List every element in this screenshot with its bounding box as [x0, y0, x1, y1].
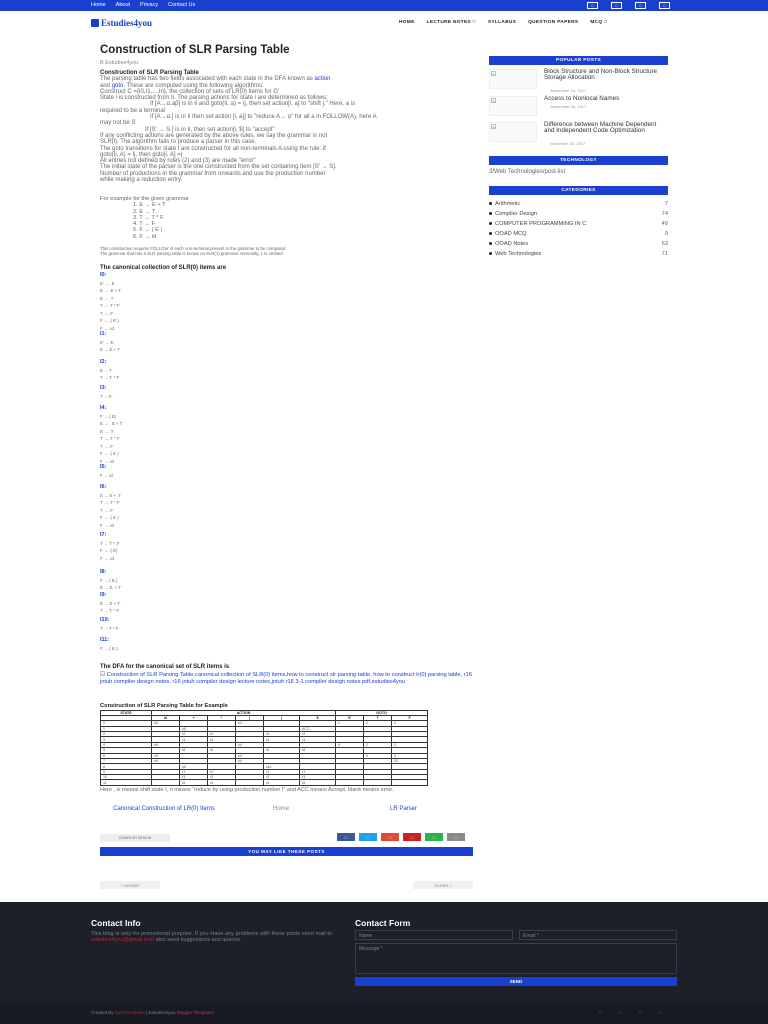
table-cell: s4: [236, 758, 264, 763]
technology-link[interactable]: 3/Web Technologies/post-list: [489, 169, 566, 175]
contact-info-text: [91, 932, 332, 944]
table-cell: [392, 780, 428, 786]
broken-image-icon: [100, 671, 105, 676]
top-social: [587, 2, 670, 9]
credit-text: [91, 1010, 214, 1015]
table-cell: 1: [336, 721, 364, 726]
note-line: This construction requires FOLLOW of each non-terminal present in the grammar to be computed: [100, 246, 286, 251]
canonical-item-set: [100, 617, 119, 632]
prev-post-link[interactable]: Canonical Construction of LR(0) Items: [113, 806, 215, 812]
table-cell: r6: [180, 748, 208, 753]
table-cell: r1: [300, 769, 336, 774]
table-cell: 1: [101, 726, 152, 731]
lr-item: T → F.: [100, 393, 113, 399]
table-cell: r5: [300, 780, 336, 786]
canonical-item-set: [100, 464, 114, 479]
production: 4. T → F: [133, 221, 155, 228]
broken-image-icon: [491, 71, 496, 76]
slr-table: [100, 710, 428, 786]
table-cell: 3: [392, 753, 428, 758]
dfa-image: [100, 671, 472, 686]
lr-item: F → ( E ).: [100, 645, 119, 651]
table-cell: r1: [180, 769, 208, 774]
table-cell: r4: [300, 737, 336, 742]
category-count: 7: [664, 201, 668, 207]
table-cell: 3: [392, 742, 428, 747]
action-link[interactable]: action: [314, 76, 331, 83]
table-cell: s7: [208, 731, 236, 736]
grammar-block: [100, 196, 189, 240]
newer-post-button[interactable]: □ NEWER: [100, 881, 160, 889]
table-title: Construction of SLR Parsing Table for Example: [100, 703, 228, 709]
top-link-home[interactable]: Home: [91, 2, 106, 8]
table-column-header-cell: F: [392, 716, 428, 721]
lr-item: F → .( E ): [100, 451, 119, 456]
older-post-button[interactable]: OLDER □: [413, 881, 473, 889]
facebook-icon[interactable]: □: [599, 1010, 602, 1015]
table-cell: r3: [208, 775, 236, 780]
lr-item: F → (.E): [100, 413, 117, 419]
canonical-item-set: [100, 592, 121, 615]
nav-syllabus[interactable]: SYLLABUS: [487, 20, 517, 25]
canonical-item-set: [100, 405, 122, 465]
logo-text: Estudies4you: [101, 18, 153, 28]
table-column-header-cell: ): [264, 716, 300, 721]
technology-header: TECHNOLOGY: [489, 156, 668, 165]
item-set-label: I3:: [100, 385, 107, 391]
category-name[interactable]: Arithmetic: [495, 201, 521, 207]
contact-info-title: Contact Info: [91, 918, 141, 928]
table-cell: 4: [101, 742, 152, 747]
message-field[interactable]: Message *: [355, 943, 677, 974]
send-button[interactable]: SEND: [355, 977, 677, 986]
item-set-label: I8:: [100, 569, 107, 575]
table-cell: 2: [101, 731, 152, 736]
popular-posts-header: POPULAR POSTS: [489, 56, 668, 65]
lr-item: T → .T * F: [100, 436, 120, 441]
category-name[interactable]: OOAD Notes: [495, 241, 529, 247]
table-cell: s5: [152, 753, 180, 758]
googleplus-icon[interactable]: □: [639, 1010, 642, 1015]
lr-item: E → E.+ T: [100, 347, 120, 352]
canonical-item-set: [100, 569, 121, 592]
popular-post-date: September 06, 2017: [550, 104, 587, 109]
para-line: If any conflicting actions are generated by the above rules, we say the grammar is not: [100, 132, 328, 139]
category-item[interactable]: [489, 229, 668, 239]
lr-item: E → E + T.: [100, 600, 121, 606]
lr-item: E → T.: [100, 367, 113, 373]
lr-item: F → .( E): [100, 548, 118, 553]
whatsapp-share-icon[interactable]: □: [425, 833, 443, 841]
lr-item: T → .F: [100, 507, 114, 513]
table-cell: [364, 780, 392, 786]
table-cell: 8: [336, 742, 364, 747]
category-name[interactable]: OOAD MCQ: [495, 231, 527, 237]
popular-post-title[interactable]: Block Structure and Non-Block Structure Storage Allocation: [544, 68, 658, 82]
canonical-item-set: [100, 484, 121, 529]
lr-item: E → . E + T: [100, 421, 123, 426]
nav-home[interactable]: HOME: [399, 20, 415, 25]
lr-item: F → ( E.): [100, 577, 118, 583]
table-cell: r3: [264, 775, 300, 780]
table-cell: [336, 780, 364, 786]
category-count: 49: [661, 221, 668, 227]
table-column-header-cell: $: [300, 716, 336, 721]
para-line: If [A→α.] is in Ii then set action [i, a]] to "reduce A→ α" for all a in FOLLOW(A), here A: [150, 114, 377, 121]
popular-post-date: September 04, 2017: [550, 88, 587, 93]
dfa-image-alt: Construction of SLR Parsing Table,canonical collection of SLR(0) items,how to construct slr parsing table, how to construct lr(0) parsing table, r16 jntuh compiler design notes, r16 jntuh compiler design lecture notes,jntuh r16 3-1 compiler design notes pdf,estudies4you: [100, 672, 472, 685]
category-name[interactable]: COMPUTER PROGRAMMING IN C: [495, 221, 587, 227]
table-cell: s4: [236, 753, 264, 758]
bullet-icon: [489, 252, 492, 255]
popular-post-title[interactable]: Access to Nonlocal Names: [544, 95, 620, 102]
table-cell: r5: [264, 780, 300, 786]
item-set-label: I0:: [100, 272, 107, 278]
facebook-icon[interactable]: □: [587, 2, 598, 9]
category-name[interactable]: Web Technologies: [495, 251, 542, 257]
label-tag[interactable]: COMPILER DESIGN: [100, 834, 170, 842]
lr-item: F → id.: [100, 472, 114, 478]
canonical-title: The canonical collection of SLR(0) items are: [100, 265, 227, 271]
email-field[interactable]: Email *: [519, 930, 677, 940]
item-set-label: I11:: [100, 637, 110, 643]
lr-item: E → .E + T: [100, 288, 122, 293]
facebook-share-icon[interactable]: □: [337, 833, 355, 841]
twitter-icon[interactable]: □: [619, 1010, 622, 1015]
canonical-item-set: [100, 359, 119, 382]
production: 1. E → E + T: [133, 202, 166, 209]
para-line: while making a reduction entry.: [100, 177, 183, 184]
table-row: [101, 780, 428, 786]
table-column-header-cell: +: [180, 716, 208, 721]
lr-item: F → .id: [100, 555, 114, 561]
para-line: The goto transitions for state I are constructed for all non-terminals A using the rule: if: [100, 145, 326, 152]
table-cell: r2: [180, 731, 208, 736]
bullet-icon: [489, 202, 492, 205]
top-link-privacy[interactable]: Privacy: [140, 2, 159, 8]
category-name[interactable]: Compiler Design: [495, 211, 538, 217]
para-line: All entries not defined by rules (2) and (3) are made "error": [100, 158, 256, 165]
lr-item: T → T * F.: [100, 625, 120, 631]
categories-list: [489, 199, 668, 259]
canonical-item-set: [100, 331, 120, 354]
table-cell: s4: [236, 721, 264, 726]
para-line: If [A→α.aβ] is in Ii and goto(Ii, a) = Ij, then set action[i, a] to "shift j." Here, a is: [150, 101, 356, 108]
nav-mcq[interactable]: MCQ □: [590, 20, 608, 25]
site-logo[interactable]: [91, 18, 152, 28]
post-thumbnail: [489, 96, 537, 116]
item-set-label: I5:: [100, 464, 107, 470]
table-cell: 8: [101, 764, 152, 769]
post-title: Construction of SLR Parsing Table: [100, 44, 290, 56]
popular-post-date: November 20, 2017: [550, 141, 586, 146]
contact-form-title: Contact Form: [355, 918, 411, 928]
table-cell: ACC: [300, 726, 336, 731]
blogger-templates-link[interactable]: Blogger Templates: [176, 1010, 214, 1015]
para-line: State i is constructed from Ii. The parsing actions for state i are determined as follows:: [100, 95, 328, 102]
soratemplates-link[interactable]: SoraTemplates: [114, 1010, 145, 1015]
bullet-icon: [489, 212, 492, 215]
youtube-icon[interactable]: □: [659, 2, 670, 9]
post-subtitle: Construction of SLR Parsing Table: [100, 70, 199, 76]
category-count: 74: [661, 211, 668, 217]
table-cell: r2: [264, 731, 300, 736]
table-cell: r2: [300, 731, 336, 736]
table-cell: r3: [300, 775, 336, 780]
item-set-label: I7:: [100, 532, 107, 538]
category-count: 63: [661, 241, 668, 247]
item-set-label: I9:: [100, 592, 107, 598]
top-links: [91, 2, 195, 8]
note-block: [100, 246, 285, 256]
production: 5. F → ( E ): [133, 227, 163, 234]
note-line: The grammar that has a SLR parsing table is known as SLR(1) grammar. Generally, 1 is omitted: [100, 251, 283, 257]
category-count: 71: [661, 251, 668, 257]
nav-question-papers[interactable]: QUESTION PAPERS: [528, 20, 579, 25]
table-cell: s5: [152, 742, 180, 747]
text: also send suggestions and queries.: [154, 936, 242, 943]
categories-header: CATEGORIES: [489, 186, 668, 195]
lr-item: T → T. * F: [100, 608, 120, 613]
para-line: required to be a terminal: [100, 107, 166, 114]
production: 3. T → T * F: [133, 214, 164, 221]
post-body: [100, 70, 473, 183]
table-cell: r5: [180, 780, 208, 786]
table-cell: r4: [208, 737, 236, 742]
para-line: SLR(l). The algorithm fails to produce a parser in this case.: [100, 139, 257, 146]
table-cell: 9: [101, 769, 152, 774]
category-item[interactable]: [489, 249, 668, 259]
next-post-link[interactable]: LR Parser: [390, 806, 418, 812]
lr-item: F → .id: [100, 325, 114, 331]
category-item[interactable]: [489, 219, 668, 229]
para-line: If [S' → S.] is in Ii, then set action[i, $] to "accept": [145, 126, 275, 133]
lr-item: T → .F: [100, 443, 114, 449]
table-column-header-cell: (: [236, 716, 264, 721]
text: | Estudies4you: [144, 1010, 177, 1015]
table-cell: s6: [180, 764, 208, 769]
broken-image-icon: [491, 124, 496, 129]
table-cell: 7: [101, 758, 152, 763]
item-set-label: I10:: [100, 617, 110, 623]
lr-item: F → .( E ): [100, 318, 119, 323]
category-item[interactable]: [489, 209, 668, 219]
pinterest-share-icon[interactable]: □: [403, 833, 421, 841]
text: . These are computed using the following algorithms:: [123, 82, 264, 89]
text: Created By: [91, 1010, 115, 1015]
bullet-icon: [489, 242, 492, 245]
table-cell: 3: [101, 737, 152, 742]
home-link[interactable]: Home: [273, 806, 290, 812]
table-cell: r4: [264, 737, 300, 742]
table-note: Here , si means shift state I, ri means “reduce by using production number I” and ACC means Accept, blank means error.: [100, 787, 394, 793]
lr-item: F → .id: [100, 458, 114, 464]
item-set-label: I2:: [100, 359, 107, 365]
para-line: Construct C ={I0,I1,....In}, the collection of sets of LR(0) items for G': [100, 88, 280, 95]
table-column-header-cell: T: [364, 716, 392, 721]
canonical-item-set: [100, 637, 119, 652]
lr-item: E → E + .T: [100, 492, 122, 498]
main-nav: [399, 20, 607, 25]
lr-item: E' → .E: [100, 280, 115, 286]
table-cell: r3: [180, 775, 208, 780]
table-cell: r4: [180, 737, 208, 742]
table-cell: 3: [392, 721, 428, 726]
lr-item: E → E. + T: [100, 585, 122, 590]
lr-item: E → .T: [100, 295, 114, 301]
th-state: STATE: [101, 711, 152, 716]
logo-mark-icon: [91, 19, 99, 27]
table-cell: 9: [364, 753, 392, 758]
canonical-item-set: [100, 532, 120, 562]
lr-item: E → .T: [100, 428, 114, 434]
table-cell: 0: [101, 721, 152, 726]
table-column-header-cell: E: [336, 716, 364, 721]
table-cell: s5: [152, 721, 180, 726]
para-line: Number of productions in the grammar from onwards and use the production number: [100, 170, 326, 177]
lr-item: T → T. * F: [100, 375, 120, 380]
lr-item: E' → E.: [100, 339, 115, 345]
top-link-about[interactable]: About: [115, 2, 131, 8]
th-action: ACTION: [152, 711, 336, 716]
table-cell: 2: [364, 721, 392, 726]
dfa-title: The DFA for the canonical set of SLR items is: [100, 664, 230, 670]
category-item[interactable]: [489, 239, 668, 249]
text: and: [100, 82, 112, 89]
table-cell: 10: [101, 775, 152, 780]
canonical-item-set: [100, 272, 121, 332]
goto-link[interactable]: goto: [111, 82, 124, 89]
googleplus-share-icon[interactable]: □: [381, 833, 399, 841]
table-cell: 2: [364, 742, 392, 747]
para-line: may not be S': [100, 120, 137, 127]
lr-item: T → .T * F: [100, 303, 120, 308]
table-cell: s5: [152, 758, 180, 763]
name-field[interactable]: Name: [355, 930, 513, 940]
table-cell: 5: [101, 748, 152, 753]
table-cell: r6: [208, 748, 236, 753]
lr-item: F → .id: [100, 522, 114, 528]
item-set-label: I6:: [100, 484, 107, 490]
table-cell: [152, 780, 180, 786]
you-may-like-header: YOU MAY LIKE THESE POSTS: [100, 847, 473, 856]
table-cell: [236, 780, 264, 786]
contact-email-link[interactable]: estudies4you@gmail.com: [91, 936, 155, 943]
table-cell: s7: [208, 769, 236, 774]
lr-item: F → .( E ): [100, 515, 119, 520]
table-cell: s11: [264, 764, 300, 769]
th-goto: GOTO: [336, 711, 428, 716]
twitter-share-icon[interactable]: □: [359, 833, 377, 841]
item-set-label: I4:: [100, 405, 107, 411]
table-cell: r1: [264, 769, 300, 774]
table-cell: r5: [208, 780, 236, 786]
table-cell: s4: [236, 742, 264, 747]
broken-image-icon: [491, 98, 496, 103]
post-thumbnail: [489, 122, 537, 142]
table-cell: r6: [264, 748, 300, 753]
table-cell: 11: [101, 780, 152, 786]
post-author[interactable]: B Estudies4you: [100, 60, 139, 66]
table-cell: r6: [300, 748, 336, 753]
text: The parsing table has two fields associated with each state in the DFA known as: [100, 76, 315, 83]
email-share-icon[interactable]: □: [447, 833, 465, 841]
share-buttons: [337, 833, 465, 841]
bullet-icon: [489, 222, 492, 225]
post-thumbnail: [489, 69, 537, 89]
bullet-icon: [489, 232, 492, 235]
bottom-social: [599, 1010, 667, 1016]
production: 2. E → T: [133, 208, 156, 215]
table-cell: 6: [101, 753, 152, 758]
youtube-icon[interactable]: □: [659, 1010, 662, 1015]
top-bar: [0, 0, 768, 11]
lr-item: T → .F: [100, 310, 114, 316]
table-column-header-cell: *: [208, 716, 236, 721]
googleplus-icon[interactable]: □: [635, 2, 646, 9]
lr-item: T → .T * F: [100, 500, 120, 505]
nav-lecture-notes[interactable]: LECTURE NOTES □: [426, 20, 476, 25]
para-line: goto(Ii, A) = Ij, then goto[i, A] =j: [100, 151, 183, 158]
twitter-icon[interactable]: □: [611, 2, 622, 9]
top-link-contact[interactable]: Contact Us: [168, 2, 196, 8]
category-item[interactable]: [489, 199, 668, 209]
table-cell: s6: [180, 726, 208, 731]
item-set-label: I1:: [100, 331, 107, 337]
grammar-intro: For example for the given grammar: [100, 196, 189, 202]
category-count: 9: [664, 231, 668, 237]
lr-item: T → T * .F: [100, 540, 120, 546]
production: 6. F → id: [133, 233, 157, 240]
table-cell: 10: [392, 758, 428, 763]
canonical-item-set: [100, 385, 113, 400]
para-line: The initial state of the parser is the one constructed from the set containing item [S' → S].: [100, 164, 337, 171]
popular-post-title[interactable]: Difference between Machine Dependent and Independent Code Optimization: [544, 121, 657, 135]
grammar-list: [100, 202, 189, 240]
table-column-header-cell: id: [152, 716, 180, 721]
text: This blog is only for promotional purpose. If you Have any problems with these posts send mail to: [91, 931, 332, 937]
table-body: [101, 721, 428, 786]
